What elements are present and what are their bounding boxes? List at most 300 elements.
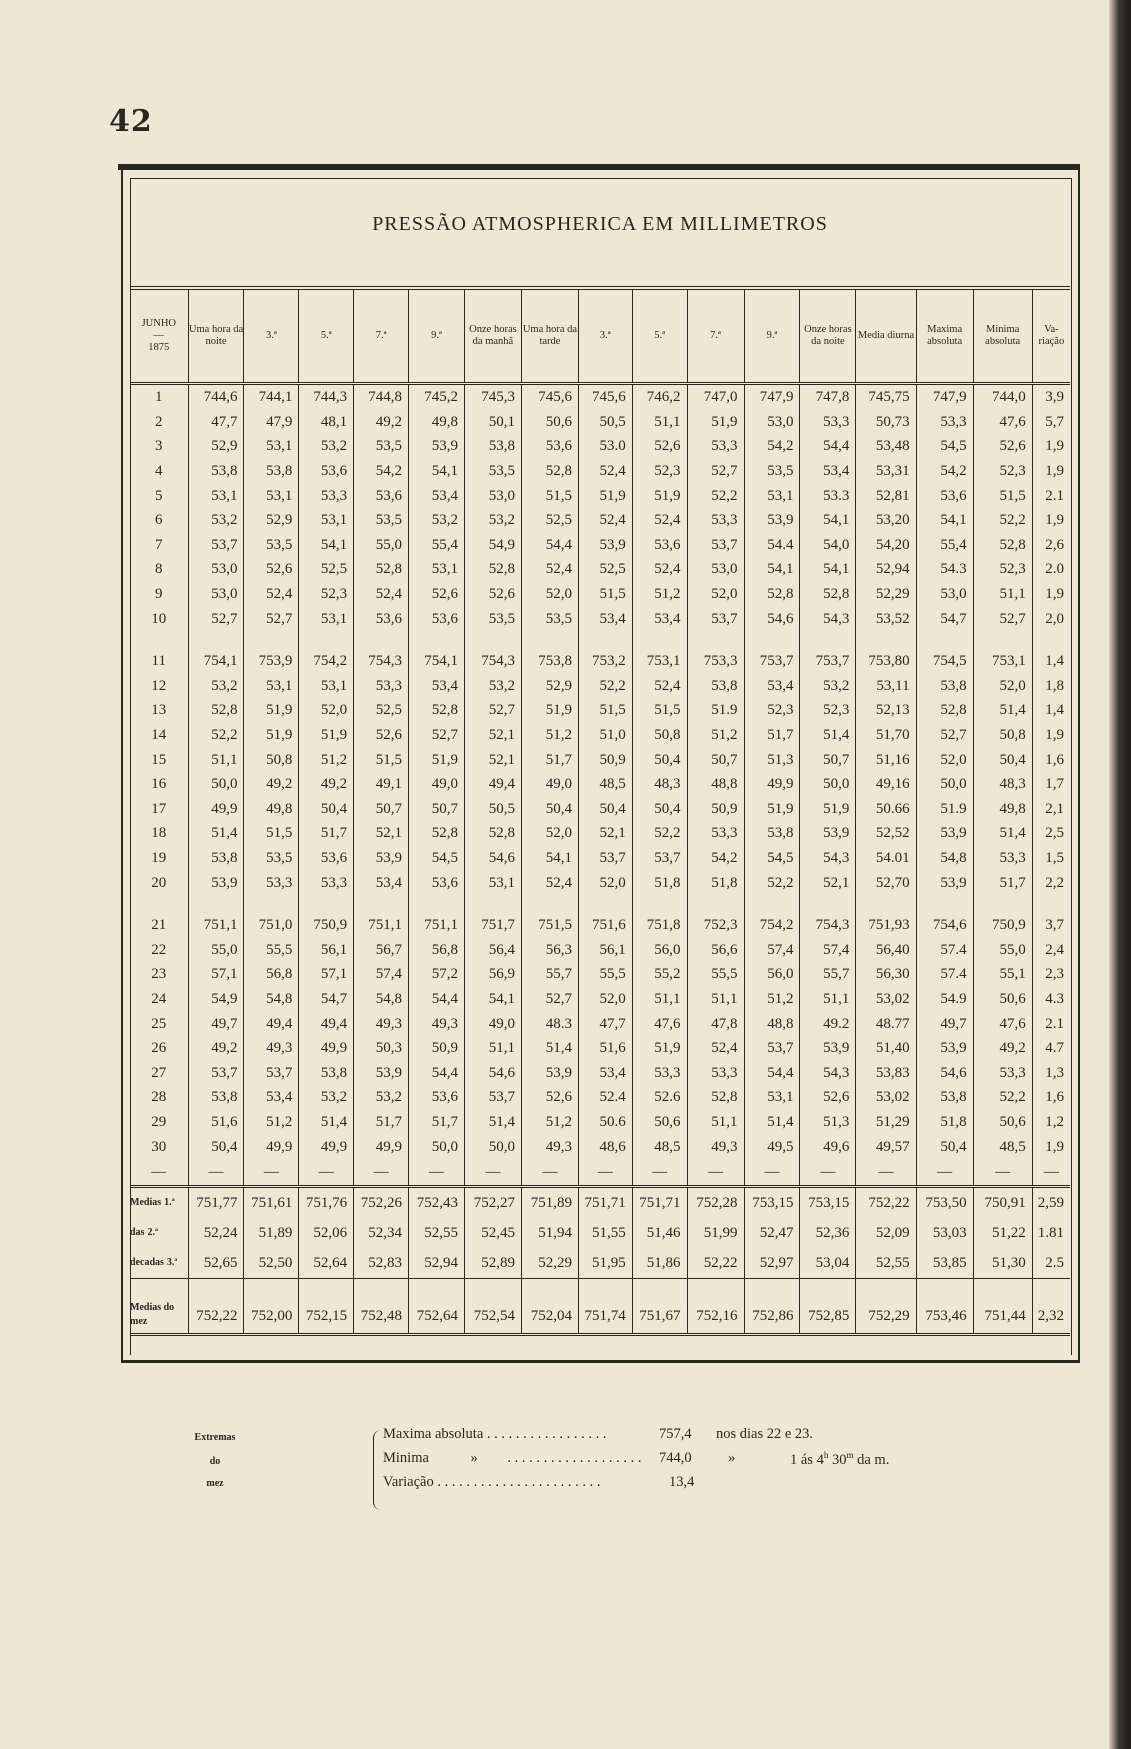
value-cell: 753,15 [800,1186,856,1218]
value-cell: 55,0 [973,937,1032,962]
value-cell: 2,59 [1032,1186,1070,1218]
day-cell: 20 [151,874,167,891]
value-cell: 744,0 [973,384,1032,410]
value-cell: 53,6 [299,459,354,484]
value-cell: 753,9 [244,649,299,674]
value-cell: 52,34 [354,1218,409,1248]
header-col: Va-riação [1032,288,1070,384]
day-cell: 6 [155,512,163,529]
value-cell: 53,4 [578,1060,632,1085]
value-cell: 52.6 [632,1085,687,1110]
value-cell: 52,4 [521,870,578,895]
table-row [130,1085,1070,1110]
table-row [130,913,1070,938]
value-cell: 51,8 [687,870,744,895]
value-cell: 52,6 [521,1085,578,1110]
value-cell: 52,2 [973,508,1032,533]
value-cell: 53,1 [299,674,354,699]
pressure-table [130,286,1070,1336]
value-cell: 54.9 [916,987,973,1012]
value-cell: 51,7 [299,821,354,846]
value-cell: 52,6 [244,557,299,582]
value-cell: 52,8 [687,1085,744,1110]
value-cell: 51,1 [632,987,687,1012]
value-cell: 752,43 [409,1186,465,1218]
value-cell: 52,2 [687,483,744,508]
value-cell: 50,4 [916,1134,973,1159]
header-col: Media diurna [856,288,916,384]
value-cell: 51,9 [632,483,687,508]
value-cell: 52,8 [409,698,465,723]
value-cell: 52,8 [354,557,409,582]
value-cell: 752,64 [409,1278,465,1334]
gap-cell [800,631,856,649]
value-cell: 53,3 [687,508,744,533]
value-cell: 53,5 [244,533,299,558]
month-label-text: mez [130,1315,148,1327]
value-cell: 54,20 [856,533,916,558]
gap-cell [354,895,409,913]
value-cell: 49,2 [299,772,354,797]
value-cell: 53,8 [244,459,299,484]
value-cell: 51,1 [188,747,244,772]
value-cell: 3,7 [1032,913,1070,938]
value-cell: 51,4 [973,698,1032,723]
var-label: Variação [383,1474,434,1490]
decade-number: 3.ª [166,1256,178,1268]
header-col: Onze horas da noite [800,288,856,384]
value-cell: 751,1 [188,913,244,938]
value-cell: 49,2 [973,1036,1032,1061]
day-cell: 29 [151,1113,167,1130]
value-cell: 1,9 [1032,459,1070,484]
value-cell: 54,3 [800,846,856,871]
day-cell: 2 [155,413,163,430]
day-cell: 17 [151,800,167,817]
value-cell: 49,6 [800,1134,856,1159]
value-cell: 48,5 [632,1134,687,1159]
value-cell: 51,9 [299,723,354,748]
gap-cell [578,631,632,649]
dash-cell: — [464,1159,521,1187]
value-cell: 754,5 [916,649,973,674]
value-cell: 2,32 [1032,1278,1070,1334]
value-cell: 49,3 [409,1011,465,1036]
value-cell: 50,9 [409,1036,465,1061]
dash-cell: — [916,1159,973,1187]
value-cell: 52,13 [856,698,916,723]
header-month: JUNHO — 1875 [130,288,188,384]
value-cell: 753,7 [744,649,800,674]
value-cell: 53,03 [916,1218,973,1248]
value-cell: 1,9 [1032,1134,1070,1159]
value-cell: 53,1 [409,557,465,582]
value-cell: 50,7 [409,797,465,822]
value-cell: 56,3 [521,937,578,962]
value-cell: 53,7 [464,1085,521,1110]
value-cell: 1,4 [1032,649,1070,674]
value-cell: 48,6 [578,1134,632,1159]
value-cell: 53,1 [299,606,354,631]
value-cell: 53,2 [354,1085,409,1110]
value-cell: 54,1 [744,557,800,582]
value-cell: 752,16 [687,1278,744,1334]
value-cell: 52,0 [521,821,578,846]
value-cell: 744,1 [244,384,299,410]
value-cell: 50,4 [632,747,687,772]
value-cell: 50,8 [632,723,687,748]
value-cell: 51,7 [744,723,800,748]
value-cell: 57,2 [409,962,465,987]
value-cell: 1,9 [1032,723,1070,748]
value-cell: 52,2 [973,1085,1032,1110]
value-cell: 1.81 [1032,1218,1070,1248]
gap-cell [856,631,916,649]
value-cell: 53,1 [244,434,299,459]
value-cell: 49,3 [521,1134,578,1159]
value-cell: 52,50 [244,1248,299,1279]
value-cell: 1,6 [1032,1085,1070,1110]
value-cell: 1,6 [1032,747,1070,772]
gap-cell [409,895,465,913]
value-cell: 2.1 [1032,1011,1070,1036]
value-cell: 51,1 [800,987,856,1012]
value-cell: 53,6 [354,606,409,631]
value-cell: 51,5 [354,747,409,772]
value-cell: 52,3 [299,582,354,607]
value-cell: 53,7 [188,533,244,558]
value-cell: 753,2 [578,649,632,674]
value-cell: 53,20 [856,508,916,533]
decade-label [130,1218,188,1248]
gap-cell [578,895,632,913]
value-cell: 53,52 [856,606,916,631]
value-cell: 53,3 [244,870,299,895]
value-cell: 57,1 [188,962,244,987]
value-cell: 52,4 [521,557,578,582]
value-cell: 51,95 [578,1248,632,1279]
value-cell: 48,3 [632,772,687,797]
day-cell: 13 [151,702,167,719]
value-cell: 52,3 [973,557,1032,582]
value-cell: 54,9 [464,533,521,558]
day-cell: 30 [151,1138,167,1155]
value-cell: 53,7 [578,846,632,871]
value-cell: 52,4 [632,674,687,699]
table-row [130,1036,1070,1061]
value-cell: 54,5 [744,846,800,871]
value-cell: 53,2 [409,508,465,533]
value-cell: 751,71 [578,1186,632,1218]
value-cell: 53,5 [244,846,299,871]
value-cell: 54,2 [916,459,973,484]
day-cell: 27 [151,1064,167,1081]
value-cell: 751,93 [856,913,916,938]
extremes-label: do [209,1456,221,1467]
value-cell: 47,9 [244,410,299,435]
value-cell: 48,8 [687,772,744,797]
value-cell: 49,7 [916,1011,973,1036]
value-cell: 744,3 [299,384,354,410]
value-cell: 51,9 [800,797,856,822]
table-row [130,797,1070,822]
value-cell: 51,5 [578,582,632,607]
value-cell: 57,4 [744,937,800,962]
value-cell: 51,2 [687,723,744,748]
value-cell: 47,6 [973,410,1032,435]
value-cell: 745,2 [409,384,465,410]
value-cell: 52,3 [744,698,800,723]
value-cell: 51,1 [687,1110,744,1135]
value-cell: 53,0 [188,582,244,607]
value-cell: 52,2 [188,723,244,748]
value-cell: 53,6 [632,533,687,558]
month-label [130,1278,188,1334]
value-cell: 750,91 [973,1186,1032,1218]
value-cell: 53,6 [354,483,409,508]
table-row [130,698,1070,723]
value-cell: 752,26 [354,1186,409,1218]
day-cell: 12 [151,677,167,694]
value-cell: 51,9 [244,723,299,748]
day-cell: 1 [155,389,163,406]
value-cell: 52,7 [244,606,299,631]
value-cell: 47,7 [578,1011,632,1036]
dash-cell: — [578,1159,632,1187]
value-cell: 54,7 [916,606,973,631]
value-cell: 49,8 [973,797,1032,822]
value-cell: 49,0 [521,772,578,797]
gap-cell [409,631,465,649]
value-cell: 53,3 [916,410,973,435]
value-cell: 51,4 [800,723,856,748]
value-cell: 55,7 [521,962,578,987]
value-cell: 52,5 [521,508,578,533]
value-cell: 56,40 [856,937,916,962]
value-cell: 54,4 [409,987,465,1012]
value-cell: 51,22 [973,1218,1032,1248]
value-cell: 51,2 [299,747,354,772]
value-cell: 52,6 [409,582,465,607]
value-cell: 53,6 [916,483,973,508]
value-cell: 49,1 [354,772,409,797]
value-cell: 50,4 [973,747,1032,772]
value-cell: 52,4 [244,582,299,607]
value-cell: 48,5 [578,772,632,797]
value-cell: 53,5 [464,606,521,631]
value-cell: 53,3 [354,674,409,699]
value-cell: 56,9 [464,962,521,987]
value-cell: 50,0 [800,772,856,797]
value-cell: 54,1 [916,508,973,533]
value-cell: 49,3 [354,1011,409,1036]
value-cell: 754,3 [800,913,856,938]
value-cell: 53,6 [409,1085,465,1110]
value-cell: 745,6 [521,384,578,410]
table-row [130,821,1070,846]
value-cell: 53,2 [188,508,244,533]
value-cell: 53,9 [800,821,856,846]
leader-dots: . . . . . . . . . . . . . . . . . [486,1426,607,1442]
value-cell: 52,0 [299,698,354,723]
gap-cell [916,895,973,913]
gap-cell [800,895,856,913]
value-cell: 53,6 [299,846,354,871]
value-cell: 51,3 [800,1110,856,1135]
value-cell: 49,9 [299,1134,354,1159]
header-col: Uma hora da noite [188,288,244,384]
value-cell: 51,4 [973,821,1032,846]
value-cell: 747,9 [744,384,800,410]
value-cell: 53,2 [188,674,244,699]
value-cell: 53,0 [188,557,244,582]
value-cell: 746,2 [632,384,687,410]
value-cell: 49,9 [299,1036,354,1061]
value-cell: 51,4 [299,1110,354,1135]
value-cell: 2.1 [1032,483,1070,508]
decade-number: 2.ª [147,1226,158,1238]
value-cell: 53,1 [299,508,354,533]
value-cell: 50,7 [354,797,409,822]
value-cell: 52,45 [464,1218,521,1248]
value-cell: 753,15 [744,1186,800,1218]
value-cell: 53,3 [299,870,354,895]
value-cell: 49,2 [354,410,409,435]
value-cell: 1,9 [1032,434,1070,459]
value-cell: 53,7 [188,1060,244,1085]
value-cell: 53,6 [409,606,465,631]
value-cell: 51,55 [578,1218,632,1248]
value-cell: 55,4 [409,533,465,558]
header-col: 7.ª [354,288,409,384]
value-cell: 2,4 [1032,937,1070,962]
day-cell: 24 [151,990,167,1007]
value-cell: 751,74 [578,1278,632,1334]
value-cell: 52,5 [578,557,632,582]
value-cell: 51,4 [188,821,244,846]
value-cell: 56,8 [244,962,299,987]
value-cell: 56,4 [464,937,521,962]
day-cell: 10 [151,610,167,627]
value-cell: 51,1 [687,987,744,1012]
value-cell: 50,4 [521,797,578,822]
day-cell: 16 [151,776,167,793]
value-cell: 744,6 [188,384,244,410]
value-cell: 53,4 [578,606,632,631]
value-cell: 50,5 [464,797,521,822]
value-cell: 52,97 [744,1248,800,1279]
value-cell: 754,3 [464,649,521,674]
value-cell: 2,2 [1032,870,1070,895]
value-cell: 52,3 [973,459,1032,484]
day-cell: 21 [151,917,167,934]
value-cell: 49,3 [244,1036,299,1061]
value-cell: 54,2 [354,459,409,484]
page-number: 42 [109,104,153,139]
value-cell: 54,1 [409,459,465,484]
max-value: 757,4 [659,1426,692,1442]
value-cell: 51,5 [973,483,1032,508]
value-cell: 55,4 [916,533,973,558]
value-cell: 751,71 [632,1186,687,1218]
value-cell: 53,8 [188,1085,244,1110]
value-cell: 53,7 [687,533,744,558]
value-cell: 747,0 [687,384,744,410]
value-cell: 751,89 [521,1186,578,1218]
value-cell: 49,9 [354,1134,409,1159]
value-cell: 51,0 [578,723,632,748]
value-cell: 53,8 [916,1085,973,1110]
value-cell: 52,55 [409,1218,465,1248]
value-cell: 49,9 [244,1134,299,1159]
value-cell: 50,8 [244,747,299,772]
value-cell: 745,75 [856,384,916,410]
decade-number: 1.ª [164,1196,175,1208]
value-cell: 2,0 [1032,606,1070,631]
value-cell: 47,7 [188,410,244,435]
gap-cell [464,895,521,913]
value-cell: 53,6 [409,870,465,895]
value-cell: 52,6 [800,1085,856,1110]
value-cell: 54,3 [800,606,856,631]
dash-cell: — [409,1159,465,1187]
value-cell: 52,7 [521,987,578,1012]
value-cell: 50,7 [687,747,744,772]
table-row [130,410,1070,435]
table-row [130,962,1070,987]
value-cell: 47,6 [973,1011,1032,1036]
value-cell: 754,1 [409,649,465,674]
value-cell: 50,0 [916,772,973,797]
value-cell: 52,8 [188,698,244,723]
ditto-mark: » [470,1450,478,1466]
value-cell: 54,0 [800,533,856,558]
min-row [383,1450,642,1467]
value-cell: 51,2 [744,987,800,1012]
value-cell: 52,0 [578,987,632,1012]
value-cell: 57.4 [916,962,973,987]
value-cell: 51,1 [464,1036,521,1061]
table-row [130,508,1070,533]
table-row [130,582,1070,607]
decade-label-text: decadas [130,1256,164,1268]
value-cell: 53,1 [244,483,299,508]
value-cell: 53,0 [464,483,521,508]
value-cell: 51,94 [521,1218,578,1248]
value-cell: 50,0 [464,1134,521,1159]
value-cell: 54,8 [244,987,299,1012]
gap-cell [188,895,244,913]
gap-cell [188,631,244,649]
day-cell: 5 [155,487,163,504]
value-cell: 52,06 [299,1218,354,1248]
value-cell: 51,2 [632,582,687,607]
value-cell: 47,8 [687,1011,744,1036]
value-cell: 52,6 [464,582,521,607]
value-cell: 55,5 [687,962,744,987]
month-extremes [130,1418,1070,1528]
value-cell: 53,4 [409,674,465,699]
value-cell: 52,7 [916,723,973,748]
value-cell: 52,8 [973,533,1032,558]
value-cell: 54,4 [409,1060,465,1085]
value-cell: 52,7 [973,606,1032,631]
value-cell: 51,29 [856,1110,916,1135]
value-cell: 752,22 [188,1278,244,1334]
gap-cell [299,895,354,913]
decade-label [130,1186,188,1218]
day-cell: 4 [155,463,163,480]
